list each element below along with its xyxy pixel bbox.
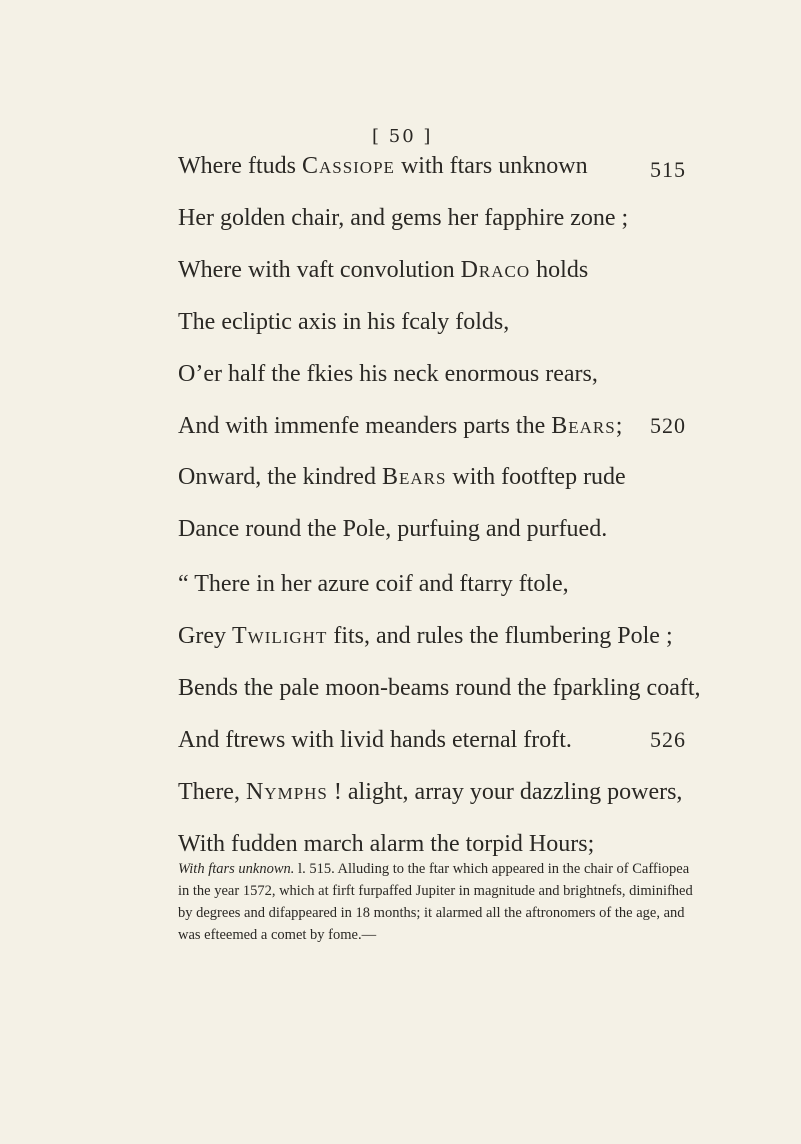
verse-line-11: Bends the pale moon-beams round the fparkling coaft, bbox=[178, 675, 701, 701]
line-number-526: 526 bbox=[650, 727, 686, 752]
verse-line-2: Her golden chair, and gems her fapphire zone ; bbox=[178, 205, 629, 231]
verse-line-7: Onward, the kindred Bears with footftep rude bbox=[178, 464, 626, 490]
verse-line-4: The ecliptic axis in his fcaly folds, bbox=[178, 309, 510, 335]
verse-line-13: There, Nymphs ! alight, array your dazzling powers, bbox=[178, 779, 683, 805]
verse-line-8: Dance round the Pole, purfuing and purfued. bbox=[178, 516, 608, 542]
verse-line-9: “ There in her azure coif and ftarry ftole, bbox=[178, 571, 569, 597]
verse-line-10: Grey Twilight fits, and rules the flumbering Pole ; bbox=[178, 623, 673, 649]
verse-line-14: With fudden march alarm the torpid Hours; bbox=[178, 831, 595, 857]
footnote bbox=[178, 858, 698, 946]
footnote-text: l. 515. Alluding to the ftar which appeared in the chair of Caffiopea in the year 1572, which at firft furpaffed Jupiter in magnitude and brightnefs, diminifhed by degrees and difappeared in 18 months; it alarmed all the aftronomers of the age, and was efteemed a comet by fome.— bbox=[178, 861, 693, 943]
verse-line-1: Where ftuds Cassiope with ftars unknown bbox=[178, 153, 588, 179]
verse-line-12: And ftrews with livid hands eternal froft. bbox=[178, 727, 572, 753]
page-number: [ 50 ] bbox=[372, 126, 433, 147]
line-number-520: 520 bbox=[650, 413, 686, 438]
verse-line-6: And with immenfe meanders parts the Bears; bbox=[178, 413, 623, 439]
line-number-515: 515 bbox=[650, 157, 686, 182]
verse-line-5: O’er half the fkies his neck enormous rears, bbox=[178, 361, 598, 387]
footnote-reference: With ftars unknown. bbox=[178, 861, 295, 877]
verse-line-3: Where with vaft convolution Draco holds bbox=[178, 257, 589, 283]
